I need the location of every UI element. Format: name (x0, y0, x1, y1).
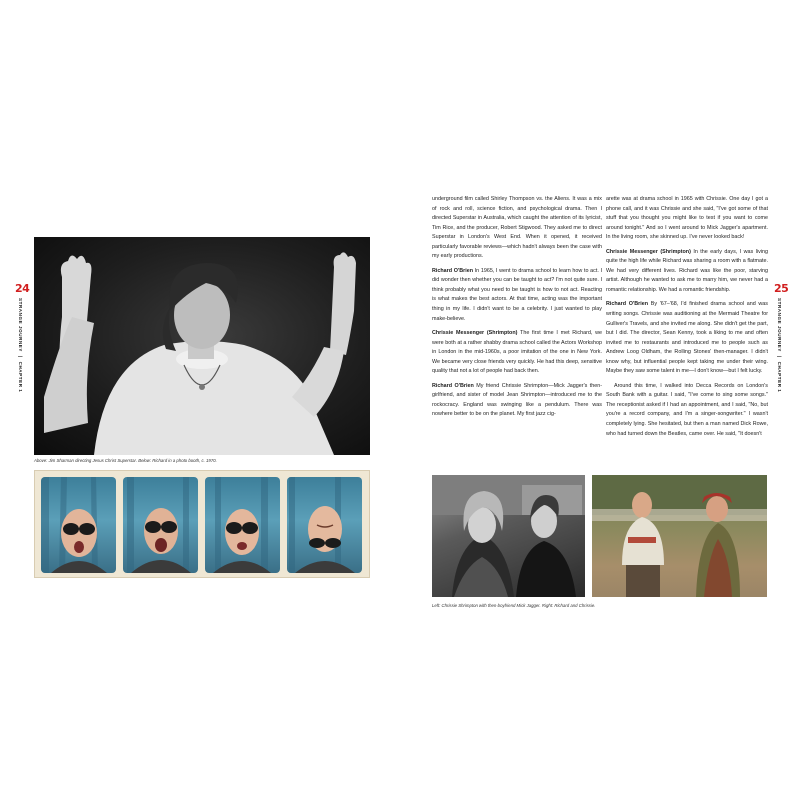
text-column-left (432, 195, 602, 425)
paragraph-text: In the early days, I was living quite the high life while Richard was sharing a room with a flatmate. We had very different lives. Richard was like the poor, starving artist. Although he wanted to ask me to marry him, we never had a romantic relationship. We had a romantic friendship. (606, 248, 768, 293)
running-head-left: STRANGE JOURNEY | CHAPTER 1 (18, 298, 23, 393)
booth-frame-3 (205, 477, 280, 573)
page-number-right: 25 (774, 282, 789, 295)
speaker-name: Richard O'Brien (432, 267, 473, 274)
paragraph (432, 329, 602, 377)
paragraph-text: My friend Chrissie Shrimpton—Mick Jagger's then-girlfriend, and sister of model Jean Shrimpton—introduced me to the rockocracy. England was swinging like a pendulum. There was nowhere better to be on the planet. My first jazz cig- (432, 382, 603, 418)
photo-booth-strip (34, 470, 370, 578)
running-head-right: STRANGE JOURNEY | CHAPTER 1 (777, 298, 782, 393)
speaker-name: Chrissie Messenger (Shrimpton) (606, 248, 691, 255)
text-column-right (606, 195, 768, 444)
photo-caption-right: Left: Chrissie Shrimpton with then-boyfriend Mick Jagger. Right: Richard and Chrissie. (432, 603, 596, 608)
booth-frame-2 (123, 477, 198, 573)
paragraph-text: arette was at drama school in 1965 with Chrissie. One day I got a phone call, and it was Chrissie and she said, "I've got some of that stuff that you thought you might like to test if you want to come around tonight." And so I went around to Mick Jagger's apartment. In the living room, she skinned up. I've never looked back! (606, 196, 768, 241)
paragraph-text: underground film called Shirley Thompson vs. the Aliens. It was a mix of rock and roll, science fiction, and psychological drama. Then I directed Superstar in Australia, which caught the attention of its lyricist, Tim Rice, and the producer, Robert Stigwood. They asked me to direct Superstar in London's West End. When it opened, it received particularly favorable reviews—which hadn't always been the case with my early productions. (432, 196, 602, 260)
photo-caption-left: Above: Jim Sharman directing Jesus Christ Superstar. Below: Richard in a photo booth, c. 1970. (34, 458, 217, 463)
paragraph-text: The first time I met Richard, we were both at a rather shabby drama school called the Actors Workshop in London in the mid-1960s, a poor imitation of the one in New York. We became very close friends very quickly. He had this deep, sensitive quality that not a lot of people had back then. (432, 330, 602, 375)
photo-richard-and-chrissie (592, 475, 767, 597)
photo-chrissie-and-mick (432, 475, 585, 597)
running-head-book: STRANGE JOURNEY (18, 298, 23, 353)
running-head-chapter: CHAPTER 1 (777, 361, 782, 393)
paragraph (606, 300, 768, 376)
paragraph-text: Around this time, I walked into Decca Records on London's South Bank with a guitar. I said, "I've come to sing some songs." The receptionist asked if I had an appointment, and I said, "No, but you're a record company, and I'm a singer-songwriter." I wasn't completely lying. She hesitated, but then a man named Dick Rowe, who had turned down the Beatles, came over. He said, "It doesn't (606, 382, 768, 437)
paragraph (606, 248, 768, 296)
paragraph (432, 267, 602, 324)
paragraph (606, 195, 768, 243)
page-number-left: 24 (15, 282, 30, 295)
running-head-book: STRANGE JOURNEY (777, 298, 782, 353)
running-head-chapter: CHAPTER 1 (18, 361, 23, 393)
speaker-name: Richard O'Brien (606, 301, 649, 308)
speaker-name: Chrissie Messenger (Shrimpton) (432, 330, 518, 337)
paragraph-text: In 1965, I went to drama school to learn how to act. I did wonder then whether you can be taught to act? I'm not quite sure. I think probably what you need to be taught is how to not act. Reacting is what makes the best actors. At that time, acting was the important thing in my life. I didn't want to be a celebrity. I just wanted to play make-believe. (432, 267, 602, 322)
paragraph (606, 382, 768, 439)
paragraph-text: By '67–'68, I'd finished drama school and was writing songs. Chrissie was auditioning at the Mermaid Theatre for Gulliver's Travels, and she invited me along. She didn't get the part, but I did. The director, Sean Kenny, took a liking to me and often invited me to restaurants and introduced me to people such as Andrew Loog Oldham, the Rolling Stones' then-manager. I didn't know why, but influential people kept taking me under their wing. Maybe they saw some talent in me—I don't know—but I felt lucky. (606, 301, 769, 375)
booth-frame-1 (41, 477, 116, 573)
booth-frame-4 (287, 477, 362, 573)
paragraph (432, 382, 602, 420)
paragraph (432, 195, 602, 262)
photo-director-arms-raised (34, 237, 370, 455)
speaker-name: Richard O'Brien (432, 382, 474, 389)
